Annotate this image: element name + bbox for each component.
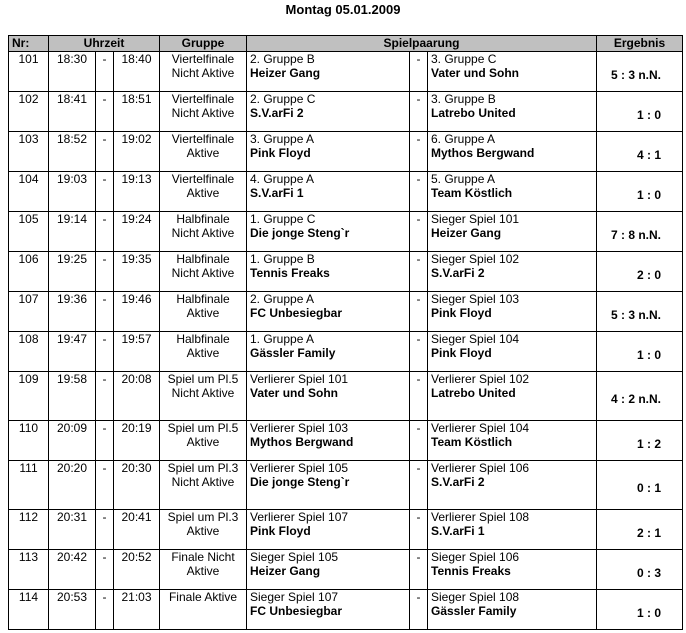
home-seed-label: 1. Gruppe C <box>250 212 316 226</box>
home-team-name: Tennis Freaks <box>250 266 330 280</box>
time-separator: - <box>96 332 114 372</box>
versus-separator: - <box>410 332 428 372</box>
group-label: Finale Aktive <box>160 590 247 630</box>
group-label: Spiel um Pl.3 Nicht Aktive <box>160 461 247 510</box>
home-team-cell <box>247 590 410 630</box>
header-uhrzeit: Uhrzeit <box>49 36 160 52</box>
header-spielpaarung: Spielpaarung <box>247 36 597 52</box>
home-team-name: Vater und Sohn <box>250 386 339 400</box>
away-team-cell <box>428 292 597 332</box>
match-result: 7 : 8 n.N. <box>597 212 683 252</box>
away-team-name: Heizer Gang <box>431 226 502 240</box>
start-time: 20:42 <box>49 550 96 590</box>
start-time: 19:47 <box>49 332 96 372</box>
away-team-cell <box>428 332 597 372</box>
end-time: 19:24 <box>114 212 160 252</box>
away-team-cell <box>428 421 597 461</box>
home-team-name: Heizer Gang <box>250 66 321 80</box>
home-team-name: Gässler Family <box>250 346 336 360</box>
table-row <box>9 332 683 372</box>
time-separator: - <box>96 590 114 630</box>
start-time: 20:31 <box>49 510 96 550</box>
home-seed-label: 2. Gruppe B <box>250 52 315 66</box>
home-seed-label: 2. Gruppe C <box>250 92 316 106</box>
home-seed-label: Verlierer Spiel 107 <box>250 510 349 524</box>
away-seed-label: Sieger Spiel 103 <box>431 292 520 306</box>
match-number: 107 <box>9 292 49 332</box>
match-number: 106 <box>9 252 49 292</box>
table-row <box>9 212 683 252</box>
match-number: 113 <box>9 550 49 590</box>
home-team-cell <box>247 252 410 292</box>
home-team-name: S.V.arFi 1 <box>250 186 304 200</box>
table-row <box>9 461 683 510</box>
table-row <box>9 590 683 630</box>
away-seed-label: Sieger Spiel 108 <box>431 590 520 604</box>
time-separator: - <box>96 92 114 132</box>
table-row <box>9 92 683 132</box>
match-number: 112 <box>9 510 49 550</box>
away-team-cell <box>428 52 597 92</box>
match-number: 102 <box>9 92 49 132</box>
home-seed-label: 1. Gruppe A <box>250 332 315 346</box>
time-separator: - <box>96 132 114 172</box>
start-time: 19:58 <box>49 372 96 421</box>
match-number: 105 <box>9 212 49 252</box>
match-number: 109 <box>9 372 49 421</box>
table-row <box>9 421 683 461</box>
home-team-name: S.V.arFi 2 <box>250 106 304 120</box>
away-seed-label: Sieger Spiel 106 <box>431 550 520 564</box>
home-team-name: Pink Floyd <box>250 146 311 160</box>
end-time: 19:02 <box>114 132 160 172</box>
match-number: 110 <box>9 421 49 461</box>
away-seed-label: Sieger Spiel 104 <box>431 332 520 346</box>
home-team-cell <box>247 550 410 590</box>
versus-separator: - <box>410 421 428 461</box>
schedule-table <box>8 35 683 630</box>
group-label: Spiel um Pl.3 Aktive <box>160 510 247 550</box>
start-time: 20:20 <box>49 461 96 510</box>
away-team-name: Pink Floyd <box>431 346 492 360</box>
end-time: 20:19 <box>114 421 160 461</box>
end-time: 19:46 <box>114 292 160 332</box>
home-team-cell <box>247 510 410 550</box>
end-time: 19:57 <box>114 332 160 372</box>
away-seed-label: Verlierer Spiel 106 <box>431 461 530 475</box>
home-team-name: Heizer Gang <box>250 564 321 578</box>
home-team-cell <box>247 372 410 421</box>
group-label: Viertelfinale Aktive <box>160 132 247 172</box>
group-label: Halbfinale Nicht Aktive <box>160 252 247 292</box>
match-result: 4 : 2 n.N. <box>597 372 683 421</box>
home-team-cell <box>247 92 410 132</box>
home-team-name: FC Unbesiegbar <box>250 306 343 320</box>
away-seed-label: Verlierer Spiel 102 <box>431 372 530 386</box>
versus-separator: - <box>410 212 428 252</box>
away-team-name: Pink Floyd <box>431 306 492 320</box>
header-nr: Nr: <box>9 36 49 52</box>
group-label: Halbfinale Aktive <box>160 292 247 332</box>
home-team-name: Mythos Bergwand <box>250 435 354 449</box>
away-team-cell <box>428 461 597 510</box>
header-gruppe: Gruppe <box>160 36 247 52</box>
table-row <box>9 292 683 332</box>
time-separator: - <box>96 461 114 510</box>
match-number: 101 <box>9 52 49 92</box>
away-team-name: Team Köstlich <box>431 186 513 200</box>
home-team-cell <box>247 212 410 252</box>
time-separator: - <box>96 172 114 212</box>
home-team-cell <box>247 332 410 372</box>
end-time: 18:40 <box>114 52 160 92</box>
match-result: 5 : 3 n.N. <box>597 292 683 332</box>
table-row <box>9 252 683 292</box>
table-row <box>9 510 683 550</box>
versus-separator: - <box>410 132 428 172</box>
home-seed-label: 4. Gruppe A <box>250 172 315 186</box>
away-seed-label: Verlierer Spiel 108 <box>431 510 530 524</box>
match-result: 1 : 0 <box>597 590 683 630</box>
start-time: 19:03 <box>49 172 96 212</box>
home-team-name: Die jonge Steng`r <box>250 475 350 489</box>
match-result: 0 : 3 <box>597 550 683 590</box>
match-number: 111 <box>9 461 49 510</box>
start-time: 20:09 <box>49 421 96 461</box>
start-time: 18:41 <box>49 92 96 132</box>
versus-separator: - <box>410 252 428 292</box>
versus-separator: - <box>410 510 428 550</box>
end-time: 20:08 <box>114 372 160 421</box>
away-team-name: Gässler Family <box>431 604 517 618</box>
match-number: 103 <box>9 132 49 172</box>
group-label: Spiel um Pl.5 Nicht Aktive <box>160 372 247 421</box>
group-label: Viertelfinale Nicht Aktive <box>160 52 247 92</box>
versus-separator: - <box>410 590 428 630</box>
end-time: 20:30 <box>114 461 160 510</box>
group-label: Halbfinale Aktive <box>160 332 247 372</box>
home-seed-label: Verlierer Spiel 101 <box>250 372 349 386</box>
home-seed-label: Sieger Spiel 105 <box>250 550 339 564</box>
home-team-cell <box>247 172 410 212</box>
time-separator: - <box>96 212 114 252</box>
away-team-cell <box>428 132 597 172</box>
away-team-name: Vater und Sohn <box>431 66 520 80</box>
away-team-name: S.V.arFi 2 <box>431 266 485 280</box>
away-seed-label: 3. Gruppe B <box>431 92 496 106</box>
match-result: 2 : 0 <box>597 252 683 292</box>
time-separator: - <box>96 372 114 421</box>
match-number: 104 <box>9 172 49 212</box>
table-row <box>9 550 683 590</box>
match-result: 2 : 1 <box>597 510 683 550</box>
page-title: Montag 05.01.2009 <box>285 2 401 17</box>
away-team-name: Tennis Freaks <box>431 564 511 578</box>
away-team-cell <box>428 510 597 550</box>
start-time: 18:52 <box>49 132 96 172</box>
away-team-cell <box>428 590 597 630</box>
away-seed-label: 5. Gruppe A <box>431 172 496 186</box>
table-row <box>9 132 683 172</box>
header-ergebnis: Ergebnis <box>597 36 683 52</box>
group-label: Spiel um Pl.5 Aktive <box>160 421 247 461</box>
header-row <box>9 36 683 52</box>
home-seed-label: 3. Gruppe A <box>250 132 315 146</box>
end-time: 21:03 <box>114 590 160 630</box>
start-time: 19:36 <box>49 292 96 332</box>
away-team-cell <box>428 172 597 212</box>
home-team-name: Die jonge Steng`r <box>250 226 350 240</box>
match-result: 5 : 3 n.N. <box>597 52 683 92</box>
match-result: 1 : 0 <box>597 92 683 132</box>
table-row <box>9 172 683 212</box>
table-row <box>9 52 683 92</box>
versus-separator: - <box>410 172 428 212</box>
end-time: 20:52 <box>114 550 160 590</box>
away-team-name: Latrebo United <box>431 106 516 120</box>
start-time: 19:25 <box>49 252 96 292</box>
match-number: 114 <box>9 590 49 630</box>
away-seed-label: 6. Gruppe A <box>431 132 496 146</box>
time-separator: - <box>96 292 114 332</box>
group-label: Viertelfinale Aktive <box>160 172 247 212</box>
home-seed-label: 1. Gruppe B <box>250 252 315 266</box>
start-time: 18:30 <box>49 52 96 92</box>
away-team-cell <box>428 372 597 421</box>
home-seed-label: Verlierer Spiel 105 <box>250 461 349 475</box>
time-separator: - <box>96 550 114 590</box>
versus-separator: - <box>410 52 428 92</box>
home-team-cell <box>247 292 410 332</box>
away-team-name: S.V.arFi 2 <box>431 475 485 489</box>
away-team-cell <box>428 92 597 132</box>
end-time: 19:35 <box>114 252 160 292</box>
group-label: Halbfinale Nicht Aktive <box>160 212 247 252</box>
away-team-cell <box>428 252 597 292</box>
versus-separator: - <box>410 372 428 421</box>
start-time: 20:53 <box>49 590 96 630</box>
versus-separator: - <box>410 92 428 132</box>
away-team-cell <box>428 212 597 252</box>
time-separator: - <box>96 421 114 461</box>
home-team-cell <box>247 461 410 510</box>
versus-separator: - <box>410 461 428 510</box>
match-result: 0 : 1 <box>597 461 683 510</box>
away-team-cell <box>428 550 597 590</box>
home-seed-label: 2. Gruppe A <box>250 292 315 306</box>
home-team-name: Pink Floyd <box>250 524 311 538</box>
match-result: 1 : 0 <box>597 332 683 372</box>
time-separator: - <box>96 510 114 550</box>
home-seed-label: Verlierer Spiel 103 <box>250 421 349 435</box>
away-team-name: Mythos Bergwand <box>431 146 535 160</box>
match-number: 108 <box>9 332 49 372</box>
away-seed-label: Sieger Spiel 102 <box>431 252 520 266</box>
match-result: 4 : 1 <box>597 132 683 172</box>
versus-separator: - <box>410 550 428 590</box>
away-seed-label: 3. Gruppe C <box>431 52 497 66</box>
time-separator: - <box>96 252 114 292</box>
home-seed-label: Sieger Spiel 107 <box>250 590 339 604</box>
time-separator: - <box>96 52 114 92</box>
start-time: 19:14 <box>49 212 96 252</box>
home-team-cell <box>247 132 410 172</box>
end-time: 18:51 <box>114 92 160 132</box>
away-seed-label: Verlierer Spiel 104 <box>431 421 530 435</box>
away-team-name: Team Köstlich <box>431 435 513 449</box>
away-seed-label: Sieger Spiel 101 <box>431 212 520 226</box>
end-time: 20:41 <box>114 510 160 550</box>
end-time: 19:13 <box>114 172 160 212</box>
home-team-cell <box>247 421 410 461</box>
table-row <box>9 372 683 421</box>
home-team-cell <box>247 52 410 92</box>
away-team-name: Latrebo United <box>431 386 516 400</box>
home-team-name: FC Unbesiegbar <box>250 604 343 618</box>
away-team-name: S.V.arFi 1 <box>431 524 485 538</box>
group-label: Finale Nicht Aktive <box>160 550 247 590</box>
match-result: 1 : 0 <box>597 172 683 212</box>
match-result: 1 : 2 <box>597 421 683 461</box>
group-label: Viertelfinale Nicht Aktive <box>160 92 247 132</box>
versus-separator: - <box>410 292 428 332</box>
